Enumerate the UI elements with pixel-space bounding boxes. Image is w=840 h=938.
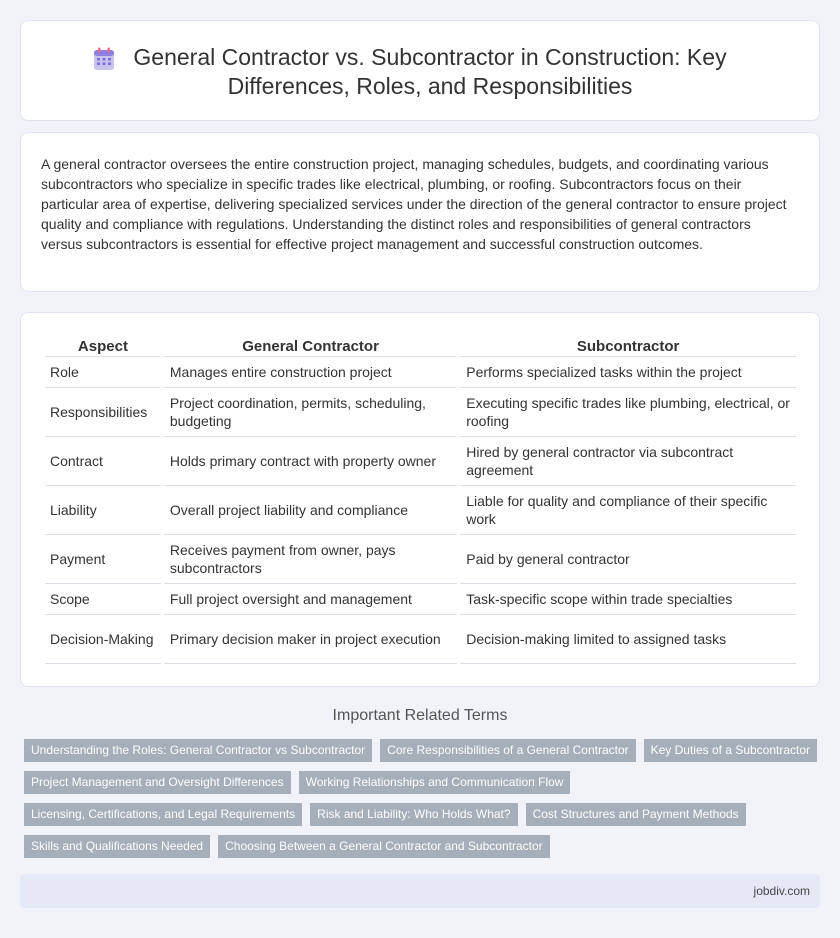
intro-card (20, 132, 820, 292)
table-row (45, 388, 796, 437)
table-row (45, 584, 796, 615)
aspect-cell: Scope (45, 584, 161, 615)
aspect-cell: Contract (45, 437, 161, 486)
related-term-link[interactable]: Cost Structures and Payment Methods (526, 803, 746, 826)
subcontractor-cell: Hired by general contractor via subcontract agreement (460, 437, 796, 486)
title-card (20, 20, 820, 121)
related-terms-list (24, 739, 824, 858)
table-row (45, 615, 796, 664)
subcontractor-cell: Executing specific trades like plumbing, electrical, or roofing (460, 388, 796, 437)
subcontractor-cell: Liable for quality and compliance of their specific work (460, 486, 796, 535)
page-title: General Contractor vs. Subcontractor in Construction: Key Differences, Roles, and Responsibilities (133, 44, 727, 99)
general-contractor-cell: Receives payment from owner, pays subcontractors (164, 535, 457, 584)
related-term-link[interactable]: Risk and Liability: Who Holds What? (310, 803, 517, 826)
comparison-card (20, 312, 820, 687)
subcontractor-cell: Performs specialized tasks within the project (460, 357, 796, 388)
related-term-link[interactable]: Understanding the Roles: General Contractor vs Subcontractor (24, 739, 372, 762)
related-term-link[interactable]: Core Responsibilities of a General Contractor (380, 739, 635, 762)
related-term-link[interactable]: Project Management and Oversight Differences (24, 771, 291, 794)
related-term-link[interactable]: Licensing, Certifications, and Legal Requirements (24, 803, 302, 826)
intro-paragraph: A general contractor oversees the entire construction project, managing schedules, budgets, and coordinating various subcontractors who specialize in specific trades like electrical, plumbing, or roofing. Subcontractors focus on their particular area of expertise, delivering specialized services under the direction of the general contractor to ensure project quality and compliance with regulations. Understanding the distinct roles and responsibilities of general contractors versus subcontractors is essential for effective project management and successful construction outcomes. (41, 156, 787, 252)
aspect-cell: Payment (45, 535, 161, 584)
table-row (45, 535, 796, 584)
general-contractor-cell: Project coordination, permits, scheduling, budgeting (164, 388, 457, 437)
general-contractor-cell: Overall project liability and compliance (164, 486, 457, 535)
aspect-cell: Liability (45, 486, 161, 535)
column-header: General Contractor (164, 333, 457, 357)
table-row (45, 437, 796, 486)
table-row (45, 486, 796, 535)
table-row (45, 357, 796, 388)
general-contractor-cell: Primary decision maker in project execution (164, 615, 457, 664)
related-term-link[interactable]: Skills and Qualifications Needed (24, 835, 210, 858)
aspect-cell: Role (45, 357, 161, 388)
footer-bar (20, 874, 820, 908)
subcontractor-cell: Task-specific scope within trade specialties (460, 584, 796, 615)
comparison-table (42, 333, 799, 664)
aspect-cell: Decision-Making (45, 615, 161, 664)
aspect-cell: Responsibilities (45, 388, 161, 437)
related-term-link[interactable]: Working Relationships and Communication Flow (299, 771, 571, 794)
column-header: Aspect (45, 333, 161, 357)
related-term-link[interactable]: Choosing Between a General Contractor and Subcontractor (218, 835, 550, 858)
related-terms-heading: Important Related Terms (332, 707, 508, 724)
related-term-link[interactable]: Key Duties of a Subcontractor (644, 739, 817, 762)
general-contractor-cell: Holds primary contract with property owner (164, 437, 457, 486)
general-contractor-cell: Manages entire construction project (164, 357, 457, 388)
site-link[interactable]: jobdiv.com (753, 884, 810, 898)
column-header: Subcontractor (460, 333, 796, 357)
table-header-row (45, 333, 796, 357)
subcontractor-cell: Paid by general contractor (460, 535, 796, 584)
general-contractor-cell: Full project oversight and management (164, 584, 457, 615)
subcontractor-cell: Decision-making limited to assigned tasks (460, 615, 796, 664)
